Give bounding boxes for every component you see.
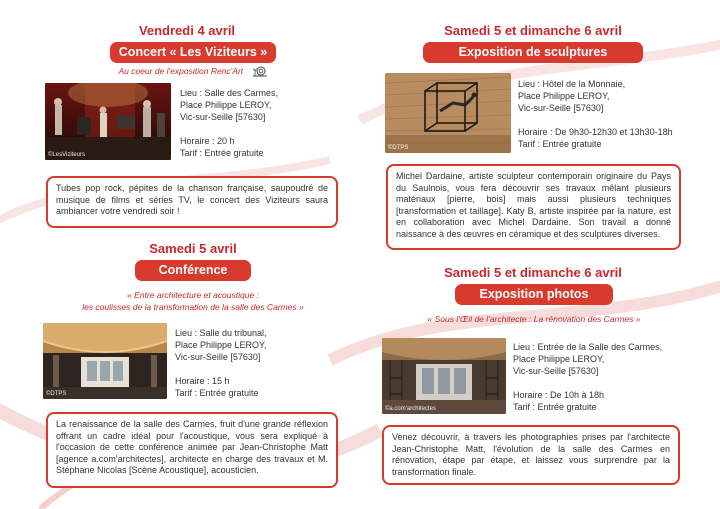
photos-tarif: Tarif : Entrée gratuite [513, 402, 597, 412]
conference-horaire: Horaire : 15 h [175, 376, 230, 386]
photos-lieu-line: Vic-sur-Seille [57630] [513, 366, 599, 376]
conference-title-pill: Conférence [135, 260, 251, 281]
photos-lieu-line: Place Philippe LEROY, [513, 354, 605, 364]
concert-info [180, 87, 278, 159]
conference-lieu-line: Lieu : Salle du tribunal, [175, 328, 267, 338]
concert-subtitle [100, 65, 286, 77]
concert-day-title: Vendredi 4 avril [138, 23, 236, 38]
sculptures-day-title: Samedi 5 et dimanche 6 avril [444, 23, 622, 38]
sculptures-lieu-line: Vic-sur-Seille [57630] [518, 103, 604, 113]
conference-photo-credit: ©DTPS [46, 391, 67, 397]
concert-horaire: Horaire : 20 h [180, 136, 235, 146]
sculptures-description: Michel Dardaine, artiste sculpteur contemporain originaire du Pays du Saulnois, vous fera découvrir ses travaux mêlant plusieurs matériaux [pierre, bois] mais aussi plusieurs techniques [transformation et taillage]. Katy B, artiste inspirée par la nature, est en collaboration avec Michel Dardaine. Son travail a donné naissance à des œuvres en céramique et des sculptures diverses. [386, 164, 681, 250]
conference-day-title: Samedi 5 avril [149, 241, 237, 256]
photos-photo [382, 338, 506, 414]
photos-day-title: Samedi 5 et dimanche 6 avril [444, 265, 622, 280]
conference-lieu-line: Vic-sur-Seille [57630] [175, 352, 261, 362]
conference-description: La renaissance de la salle des Carmes, fruit d'une grande réflexion offrant un cadre idéal pour l'acoustique, vous sera expliqué à l'occasion de cette conférence animée par Jean-Christophe Matt [agence a.com'architectes], architecte en charge des travaux et M. Stéphane Nicolas [Scène Acoustique], acousticien. [46, 412, 338, 488]
conference-subtitle [40, 289, 346, 313]
concert-description: Tubes pop rock, pépites de la chanson française, saupoudré de musique de films et séries TV, le concert des Viziteurs saura ambiancer votre vendredi soir ! [46, 176, 338, 228]
concert-lieu-line: Lieu : Salle des Carmes, [180, 88, 279, 98]
conference-tarif: Tarif : Entrée gratuite [175, 388, 259, 398]
conference-info [175, 327, 267, 399]
photos-lieu-line: Lieu : Entrée de la Salle des Carmes, [513, 342, 663, 352]
concert-lieu-line: Place Philippe LEROY, [180, 100, 272, 110]
concert-title-pill: Concert « Les Viziteurs » [110, 42, 276, 63]
sculptures-photo-credit: ©DTPS [388, 145, 409, 151]
sculptures-title-pill: Exposition de sculptures [423, 42, 643, 63]
photos-photo-credit: ©a.com'architectes [385, 406, 436, 412]
conference-lieu-line: Place Philippe LEROY, [175, 340, 267, 350]
photos-info [513, 341, 662, 413]
concert-tarif: Tarif : Entrée gratuite [180, 148, 264, 158]
concert-photo-credit: ©LesViziteurs [48, 152, 85, 158]
sculptures-lieu-line: Place Philippe LEROY, [518, 91, 610, 101]
photos-horaire: Horaire : De 10h à 18h [513, 390, 605, 400]
photos-title-pill: Exposition photos [455, 284, 613, 305]
concert-subtitle-text: Au coeur de l'exposition Renc'Art [118, 66, 244, 76]
sculptures-lieu-line: Lieu : Hôtel de la Monnaie, [518, 79, 626, 89]
snail-icon [252, 66, 268, 77]
sculptures-horaire: Horaire : De 9h30-12h30 et 13h30-18h [518, 127, 673, 137]
conference-subtitle-line: les coulisses de la transformation de la salle des Carmes » [82, 302, 304, 312]
conference-subtitle-line: « Entre architecture et acoustique : [127, 290, 259, 300]
sculptures-info [518, 78, 673, 150]
sculptures-tarif: Tarif : Entrée gratuite [518, 139, 602, 149]
conference-photo [43, 323, 167, 399]
sculptures-photo [385, 73, 511, 153]
concert-lieu-line: Vic-sur-Seille [57630] [180, 112, 266, 122]
photos-subtitle: « Sous l'Œil de l'architecte : La rénovation des Carmes » [427, 314, 641, 324]
concert-photo [45, 83, 171, 160]
photos-description: Venez découvrir, à travers les photographies prises par l'architecte Jean-Christophe Matt, l'évolution de la salle des Carmes en rénovation, étape par étape, et laissez vous surprendre par la transformation finale. [382, 425, 680, 485]
